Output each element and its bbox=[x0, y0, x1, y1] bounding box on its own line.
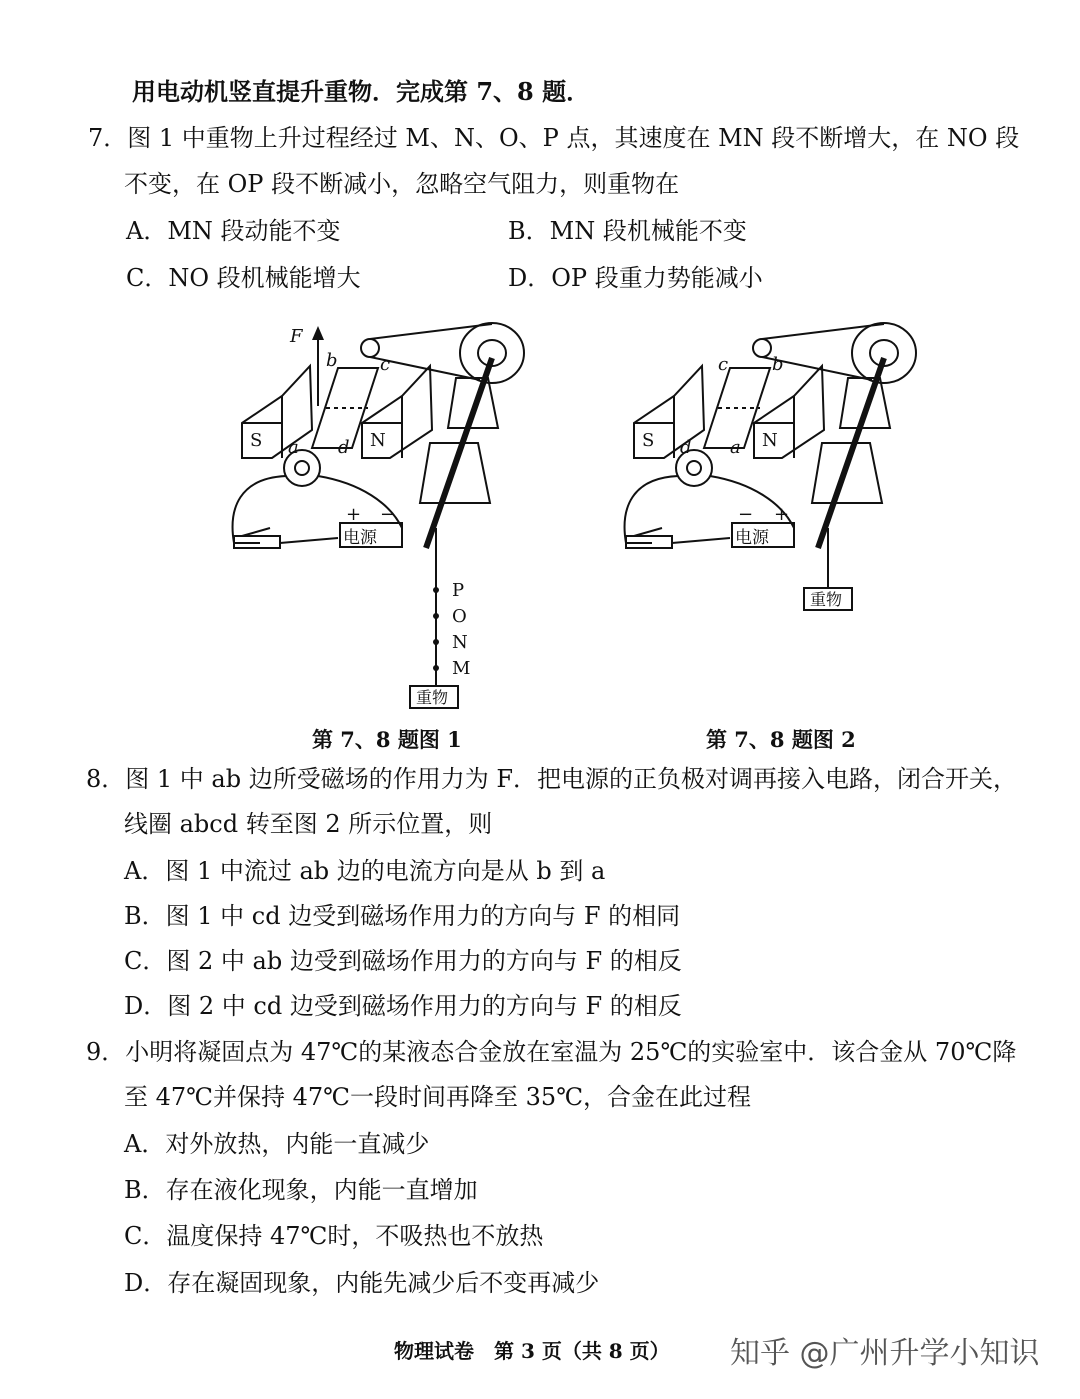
fig1-minus: − bbox=[380, 504, 396, 525]
fig1-corner-c: c bbox=[380, 354, 391, 375]
q7-option-c: C．NO 段机械能增大 bbox=[126, 264, 361, 292]
fig1-plus: + bbox=[346, 504, 362, 525]
fig1-corner-a: a bbox=[288, 437, 299, 458]
fig2-plus: + bbox=[774, 504, 790, 525]
q9-option-a: A．对外放热，内能一直减少 bbox=[124, 1130, 430, 1158]
q8-option-a: A．图 1 中流过 ab 边的电流方向是从 b 到 a bbox=[124, 857, 606, 885]
fig2-corner-a: a bbox=[730, 437, 741, 458]
fig1-weight-label: 重物 bbox=[416, 688, 449, 707]
q9-option-b: B．存在液化现象，内能一直增加 bbox=[124, 1176, 478, 1204]
wire-left bbox=[233, 476, 286, 543]
point-p: P bbox=[452, 580, 465, 601]
q9-option-d: D．存在凝固现象，内能先减少后不变再减少 bbox=[124, 1269, 600, 1297]
figure-1-caption: 第 7、8 题图 1 bbox=[312, 727, 462, 752]
fig2-corner-b: b bbox=[772, 354, 784, 375]
fig1-corner-d: d bbox=[338, 437, 350, 458]
watermark: 知乎 @广州升学小知识 bbox=[730, 1336, 1040, 1371]
q7-option-a: A．MN 段动能不变 bbox=[126, 217, 341, 245]
q8-option-c: C．图 2 中 ab 边受到磁场作用力的方向与 F 的相反 bbox=[124, 947, 682, 975]
q9-stem-line2: 至 47℃并保持 47℃一段时间再降至 35℃，合金在此过程 bbox=[124, 1083, 752, 1111]
fig2-minus: − bbox=[738, 504, 754, 525]
q8-option-b: B．图 1 中 cd 边受到磁场作用力的方向与 F 的相同 bbox=[124, 902, 681, 930]
fig2-corner-c: c bbox=[718, 354, 729, 375]
intro-text: 用电动机竖直提升重物．完成第 7、8 题． bbox=[132, 77, 591, 106]
fig2-n-label: N bbox=[762, 430, 778, 451]
q9-option-c: C．温度保持 47℃时，不吸热也不放热 bbox=[124, 1222, 544, 1250]
point-o: O bbox=[452, 606, 467, 627]
point-m: M bbox=[452, 658, 471, 679]
fig1-corner-b: b bbox=[326, 350, 338, 371]
q7-option-d: D．OP 段重力势能减小 bbox=[508, 264, 763, 292]
fig2-weight-label: 重物 bbox=[810, 590, 843, 609]
figure-2-caption: 第 7、8 题图 2 bbox=[706, 727, 856, 752]
q7-stem-line2: 不变，在 OP 段不断减小，忽略空气阻力，则重物在 bbox=[124, 170, 680, 198]
page-footer: 物理试卷 第 3 页（共 8 页） bbox=[394, 1339, 670, 1363]
q7-option-b: B．MN 段机械能不变 bbox=[508, 217, 747, 245]
point-n: N bbox=[452, 632, 468, 653]
fig2-source-label: 电源 bbox=[735, 528, 769, 548]
figure-2-motor-diagram bbox=[612, 318, 932, 618]
small-pulley bbox=[361, 339, 379, 357]
force-label: F bbox=[290, 326, 303, 347]
q9-stem-line1: 9．小明将凝固点为 47℃的某液态合金放在室温为 25℃的实验室中．该合金从 70℃降 bbox=[86, 1038, 1017, 1066]
figure-1-motor-diagram bbox=[220, 318, 540, 713]
fig1-n-label: N bbox=[370, 430, 386, 451]
q7-stem-line1: 7．图 1 中重物上升过程经过 M、N、O、P 点，其速度在 MN 段不断增大，在 NO 段 bbox=[88, 124, 1020, 152]
fig1-s-label: S bbox=[250, 430, 263, 451]
fig2-s-label: S bbox=[642, 430, 655, 451]
large-pulley bbox=[460, 323, 524, 383]
q8-stem-line1: 8．图 1 中 ab 边所受磁场的作用力为 F．把电源的正负极对调再接入电路，闭合开关， bbox=[86, 765, 1018, 793]
axle bbox=[426, 358, 492, 548]
q8-option-d: D．图 2 中 cd 边受到磁场作用力的方向与 F 的相反 bbox=[124, 992, 682, 1020]
q8-stem-line2: 线圈 abcd 转至图 2 所示位置，则 bbox=[124, 810, 493, 838]
fig1-source-label: 电源 bbox=[343, 528, 377, 548]
fig2-corner-d: d bbox=[680, 437, 692, 458]
